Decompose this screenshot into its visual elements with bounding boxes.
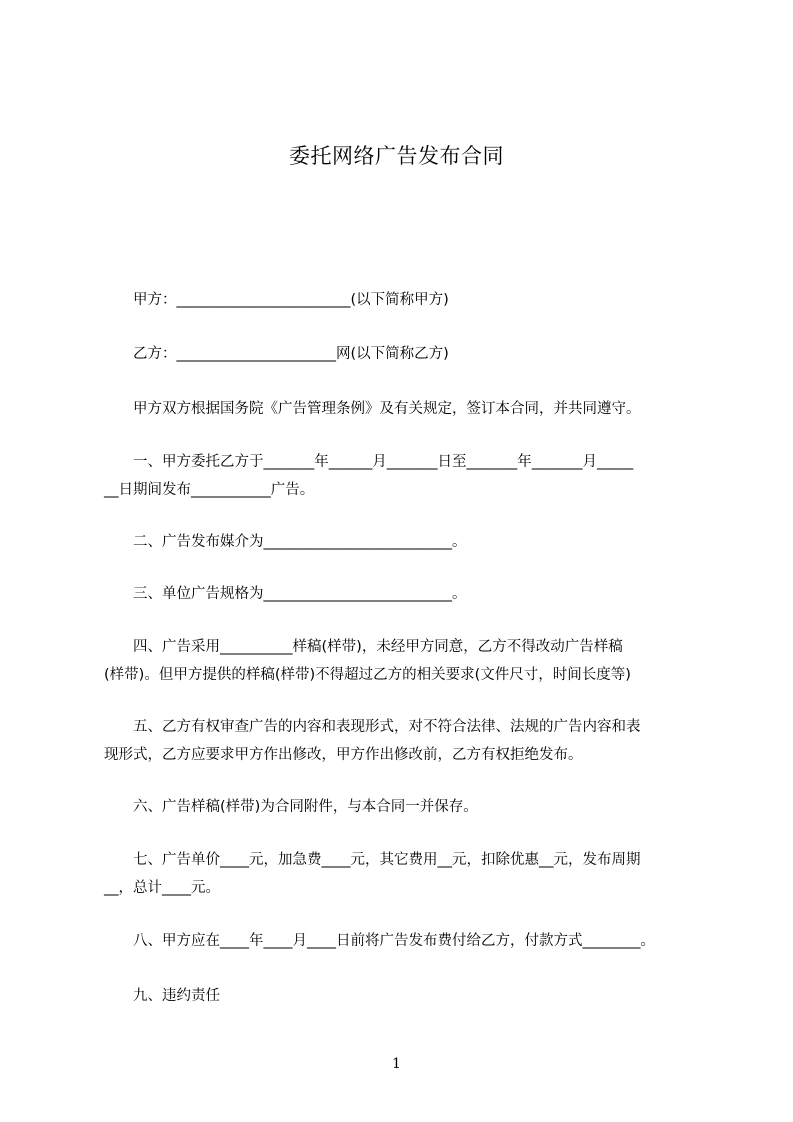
text-line: 四、广告采用__________样稿(样带)，未经甲方同意，乙方不得改动广告样稿 xyxy=(104,639,623,655)
text-line: 甲方：________________________(以下简称甲方) xyxy=(104,292,449,308)
text-line: 七、广告单价____元，加急费____元，其它费用__元，扣除优惠__元，发布周期 xyxy=(104,852,641,868)
clause-6-attachment xyxy=(104,793,704,821)
clause-1-period xyxy=(104,448,704,504)
clause-3-spec xyxy=(104,580,704,608)
clause-2-media xyxy=(104,528,704,556)
contract-title: 委托网络广告发布合同 xyxy=(289,144,504,168)
clause-7-price xyxy=(104,846,704,902)
text-line: 甲方双方根据国务院《广告管理条例》及有关规定，签订本合同，并共同遵守。 xyxy=(104,401,641,417)
clause-9-liability xyxy=(104,982,704,1010)
text-line: 一、甲方委托乙方于_______年______月_______日至_______年_______月_____ xyxy=(104,454,634,470)
clause-8-payment xyxy=(104,927,704,955)
text-line: 六、广告样稿(样带)为合同附件，与本合同一并保存。 xyxy=(104,799,478,815)
text-line: 乙方：______________________网(以下简称乙方) xyxy=(104,346,449,362)
page-number: 1 xyxy=(392,1056,401,1072)
clause-5-review xyxy=(104,713,704,769)
text-line: 九、违约责任 xyxy=(104,988,220,1004)
text-line: 八、甲方应在____年____月____日前将广告发布费付给乙方，付款方式________。 xyxy=(104,933,655,949)
party-b-line xyxy=(104,340,704,368)
party-a-line xyxy=(104,286,704,314)
clause-4-sample xyxy=(104,633,704,689)
text-line: 现形式，乙方应要求甲方作出修改，甲方作出修改前，乙方有权拒绝发布。 xyxy=(104,747,583,763)
text-line: 三、单位广告规格为__________________________。 xyxy=(104,586,467,602)
text-line: __日期间发布___________广告。 xyxy=(104,482,315,498)
text-line: __，总计____元。 xyxy=(104,880,220,896)
text-line: 五、乙方有权审查广告的内容和表现形式，对不符合法律、法规的广告内容和表 xyxy=(104,719,641,735)
text-line: (样带)。但甲方提供的样稿(样带)不得超过乙方的相关要求(文件尺寸，时间长度等) xyxy=(104,667,631,683)
preamble-paragraph xyxy=(104,395,704,423)
text-line: 二、广告发布媒介为__________________________。 xyxy=(104,534,467,550)
